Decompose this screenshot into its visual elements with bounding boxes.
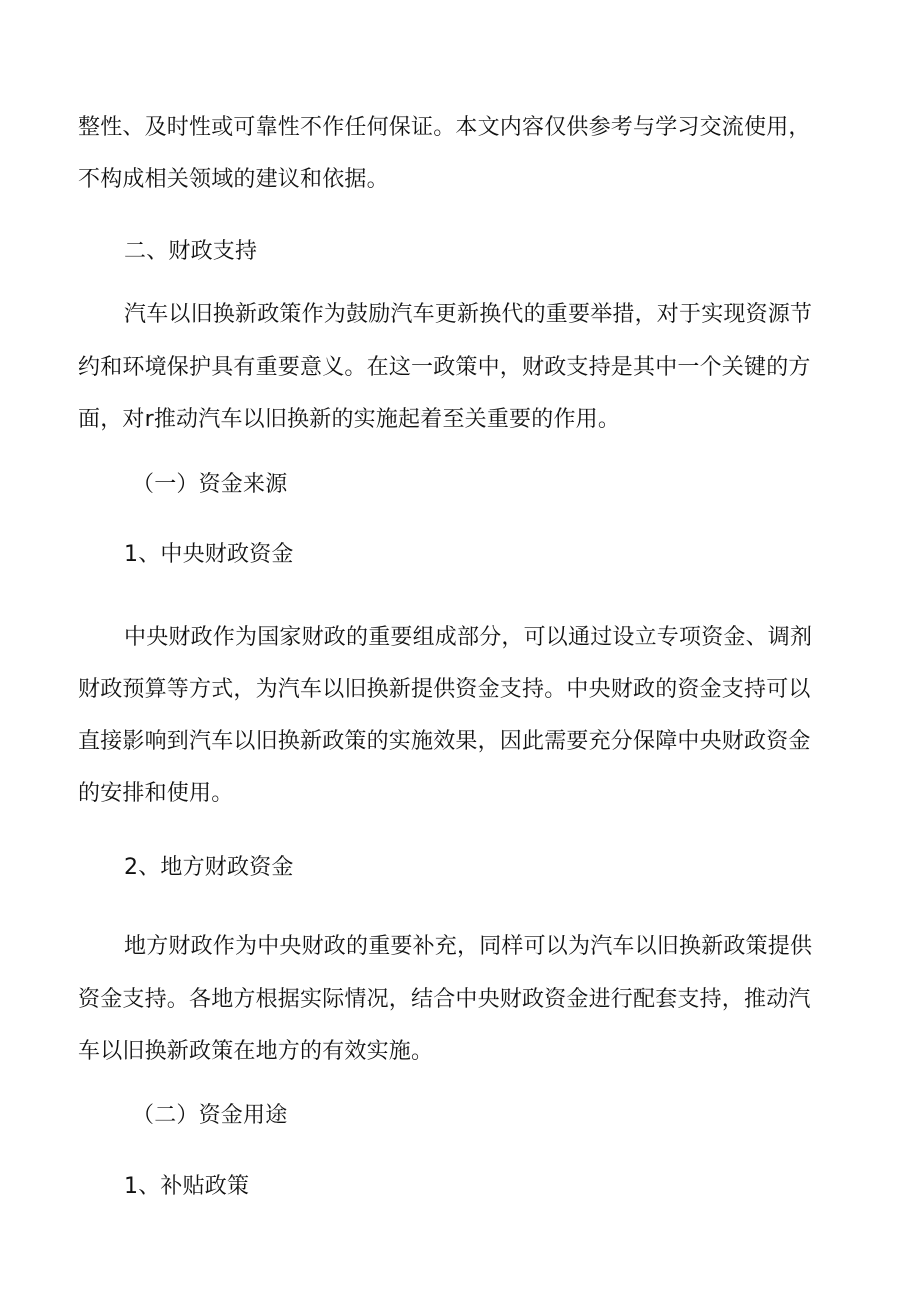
subsection-heading: （二）资金用途 xyxy=(132,1103,288,1128)
paragraph-line: 约和环境保护具有重要意义。在这一政策中，财政支持是其中一个关键的方 xyxy=(78,355,811,380)
paragraph-line: 车以旧换新政策在地方的有效实施。 xyxy=(78,1039,434,1064)
paragraph-line: 中央财政作为国家财政的重要组成部分，可以通过设立专项资金、调剂 xyxy=(124,625,813,650)
paragraph-line: 资金支持。各地方根据实际情况，结合中央财政资金进行配套支持，推动汽 xyxy=(78,987,811,1012)
section-heading: 二、财政支持 xyxy=(124,239,258,264)
paragraph-line: 整性、及时性或可靠性不作任何保证。本文内容仅供参考与学习交流使用， xyxy=(78,115,811,140)
paragraph-line: 的安排和使用。 xyxy=(78,781,234,806)
paragraph-line: 不构成相关领域的建议和依据。 xyxy=(78,167,389,192)
item-heading: 2、地方财政资金 xyxy=(124,855,294,880)
paragraph-line: 财政预算等方式，为汽车以旧换新提供资金支持。中央财政的资金支持可以 xyxy=(78,677,811,702)
paragraph-line: 地方财政作为中央财政的重要补充，同样可以为汽车以旧换新政策提供 xyxy=(124,934,813,959)
item-heading: 1、中央财政资金 xyxy=(124,542,294,567)
subsection-heading: （一）资金来源 xyxy=(132,472,288,497)
item-heading: 1、补贴政策 xyxy=(124,1174,250,1199)
paragraph-line: 汽车以旧换新政策作为鼓励汽车更新换代的重要举措，对于实现资源节 xyxy=(124,302,813,327)
paragraph-line: 面，对r推动汽车以旧换新的实施起着至关重要的作用。 xyxy=(78,407,621,432)
paragraph-line: 直接影响到汽车以旧换新政策的实施效果，因此需要充分保障中央财政资金 xyxy=(78,729,811,754)
